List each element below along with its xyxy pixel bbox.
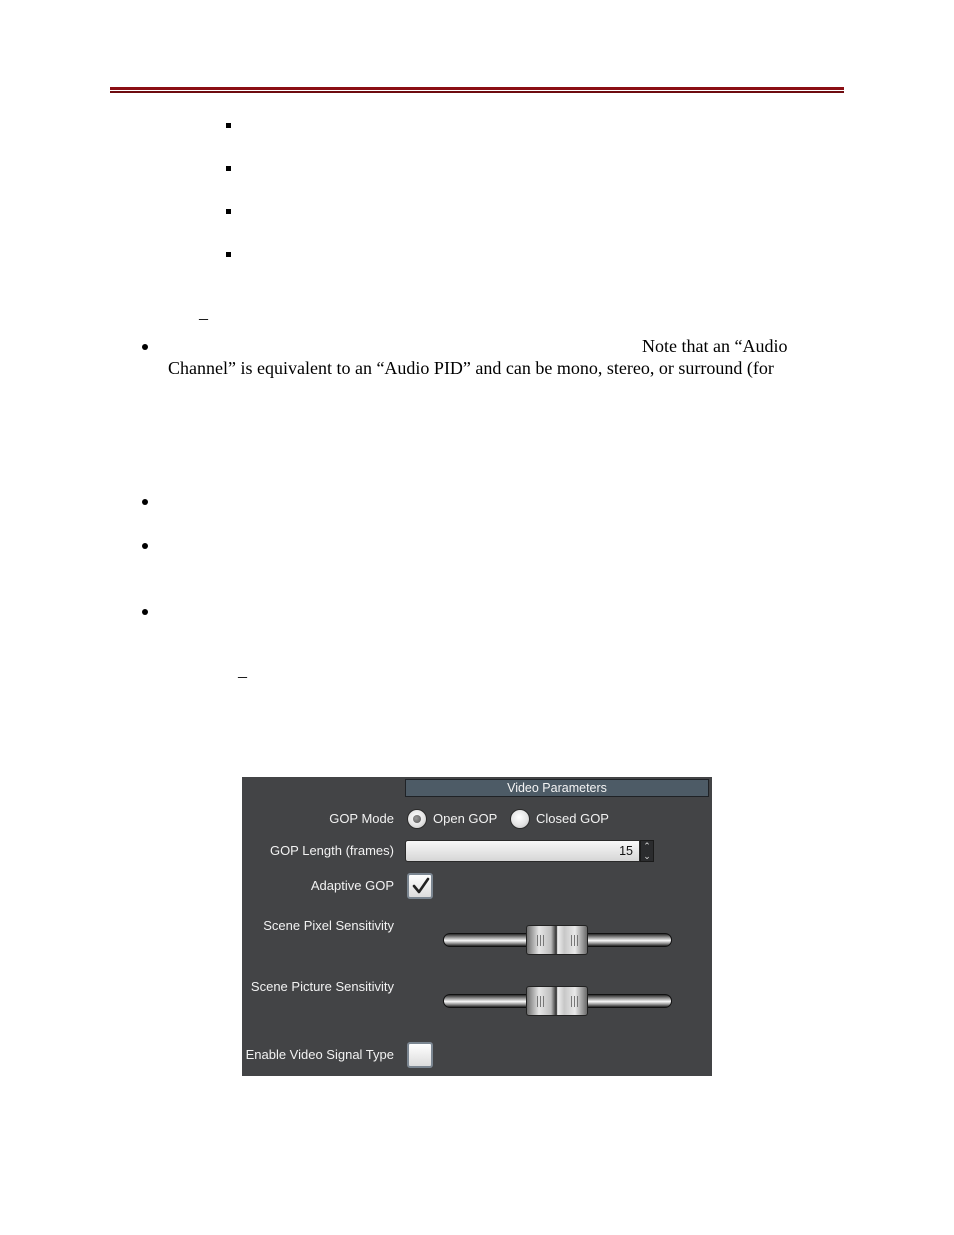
open-gop-label[interactable]: Open GOP bbox=[433, 811, 498, 826]
open-gop-radio[interactable] bbox=[407, 809, 427, 829]
round-bullet bbox=[142, 609, 148, 615]
enable-video-signal-type-checkbox[interactable] bbox=[407, 1042, 433, 1068]
chevron-down-icon[interactable]: ⌄ bbox=[643, 851, 651, 861]
round-bullet bbox=[142, 344, 148, 350]
chevron-up-icon[interactable]: ⌃ bbox=[643, 841, 651, 851]
panel-header: Video Parameters bbox=[405, 779, 709, 797]
scene-pixel-sensitivity-label: Scene Pixel Sensitivity bbox=[263, 918, 394, 933]
dash-marker: – bbox=[238, 666, 247, 686]
gop-length-stepper[interactable] bbox=[640, 840, 654, 862]
header-rule-shadow bbox=[110, 91, 844, 93]
round-bullet bbox=[142, 543, 148, 549]
paragraph-line: Note that an “Audio bbox=[642, 336, 788, 356]
gop-mode-label: GOP Mode bbox=[329, 811, 394, 826]
adaptive-gop-label: Adaptive GOP bbox=[310, 878, 394, 893]
scene-pixel-sensitivity-handle[interactable] bbox=[526, 925, 588, 955]
video-parameters-panel bbox=[242, 777, 712, 1076]
square-bullet bbox=[226, 209, 231, 214]
checkmark-icon bbox=[411, 876, 431, 896]
square-bullet bbox=[226, 166, 231, 171]
scene-picture-sensitivity-handle[interactable] bbox=[526, 986, 588, 1016]
scene-picture-sensitivity-label: Scene Picture Sensitivity bbox=[250, 979, 394, 994]
header-rule bbox=[110, 87, 844, 90]
round-bullet bbox=[142, 499, 148, 505]
paragraph-line: Channel” is equivalent to an “Audio PID” and can be mono, stereo, or surround (for bbox=[168, 358, 774, 378]
dash-marker: – bbox=[199, 308, 208, 328]
gop-length-input[interactable]: 15 bbox=[405, 840, 640, 862]
enable-video-signal-type-label: Enable Video Signal Type bbox=[245, 1047, 394, 1062]
closed-gop-radio[interactable] bbox=[510, 809, 530, 829]
gop-length-label: GOP Length (frames) bbox=[269, 843, 394, 858]
closed-gop-label[interactable]: Closed GOP bbox=[536, 811, 609, 826]
square-bullet bbox=[226, 252, 231, 257]
square-bullet bbox=[226, 123, 231, 128]
adaptive-gop-checkbox[interactable] bbox=[407, 873, 433, 899]
